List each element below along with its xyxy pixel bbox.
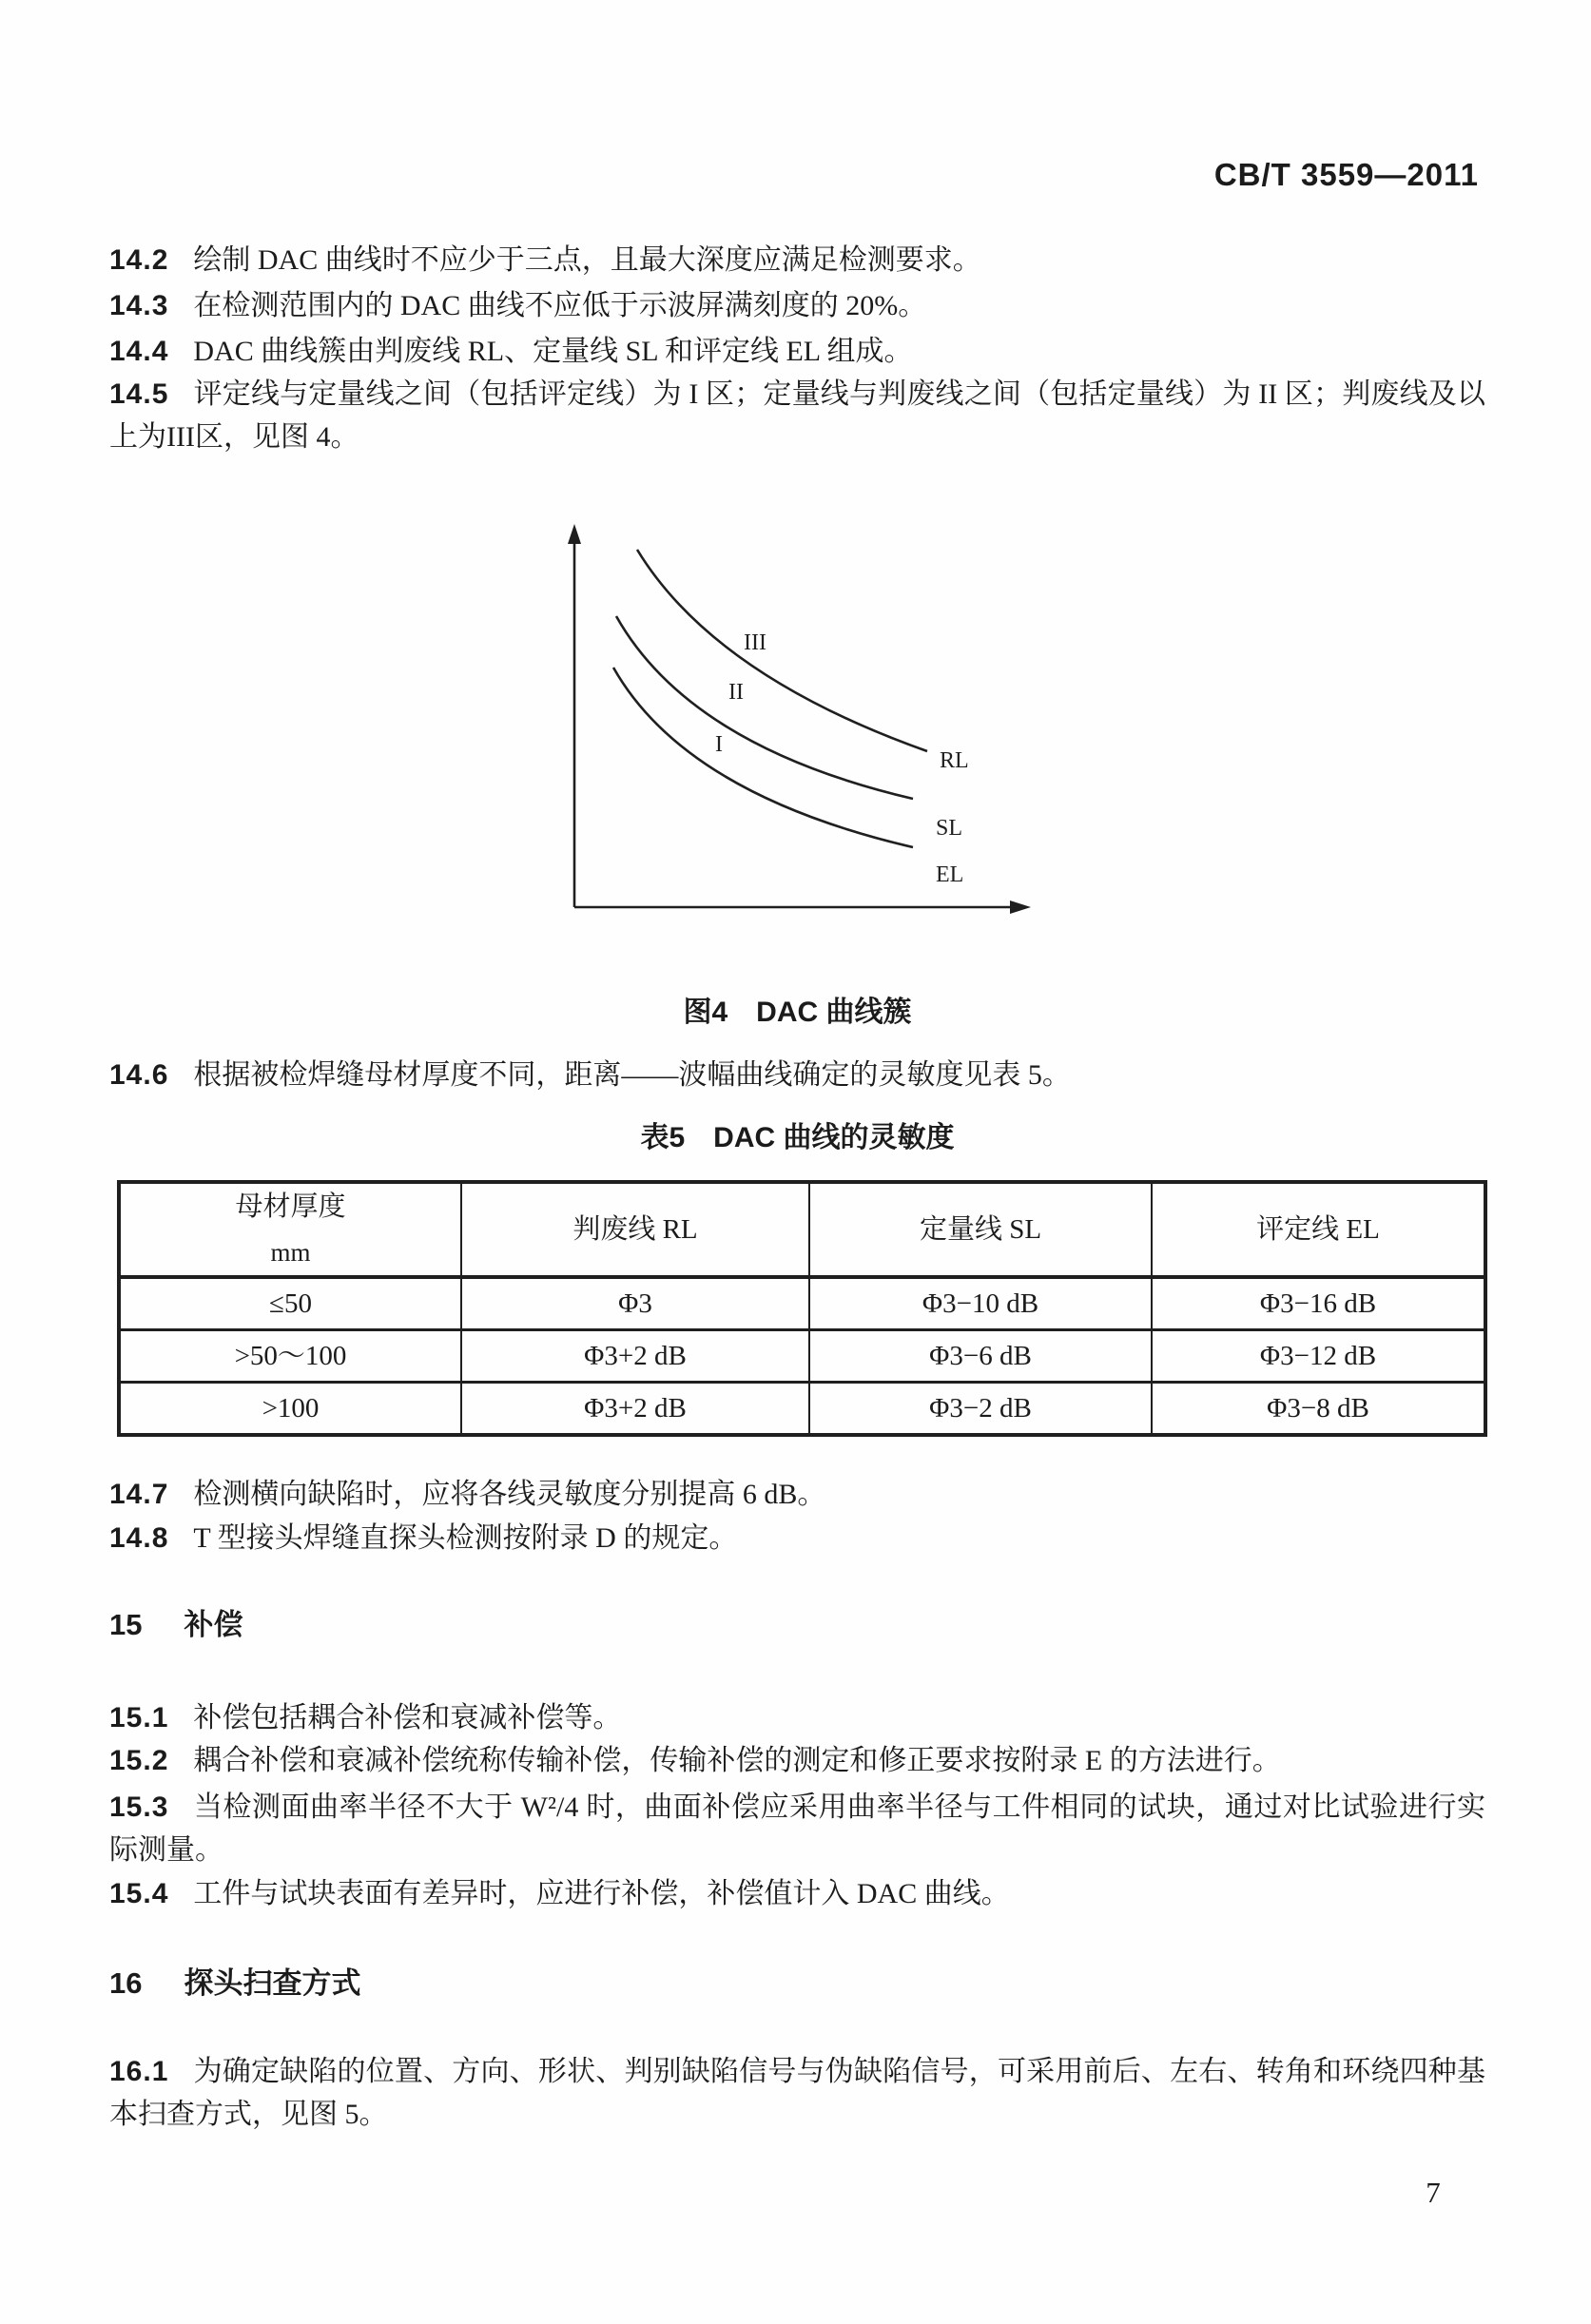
doc-number: CB/T 3559—2011	[1213, 157, 1479, 192]
table-row	[119, 1383, 1485, 1436]
cell-thickness: ≤50	[119, 1277, 461, 1330]
el-curve-label: EL	[936, 862, 964, 887]
cell-sl: Φ3−10 dB	[809, 1277, 1152, 1330]
cell-el: Φ3−16 dB	[1152, 1277, 1485, 1330]
cell-thickness: >100	[119, 1383, 461, 1436]
clause-text: DAC 曲线簇由判废线 RL、定量线 SL 和评定线 EL 组成。	[193, 336, 913, 367]
clause-text: 补偿包括耦合补偿和衰减补偿等。	[193, 1702, 622, 1733]
cell-sl: Φ3−6 dB	[809, 1330, 1152, 1383]
section-title: 补偿	[184, 1608, 243, 1641]
section-heading-15	[109, 1603, 1485, 1646]
cell-rl: Φ3	[461, 1277, 809, 1330]
clause-14-2	[109, 239, 1485, 281]
y-axis-arrow-icon	[568, 524, 581, 544]
cell-el: Φ3−12 dB	[1152, 1330, 1485, 1383]
cell-rl: Φ3+2 dB	[461, 1383, 809, 1436]
clause-16-1	[109, 2050, 1485, 2136]
page-number: 7	[1426, 2176, 1441, 2209]
clause-number: 15.1	[109, 1702, 169, 1733]
region-label-ii: II	[728, 680, 744, 705]
clause-text: 当检测面曲率半径不大于 W²/4 时，曲面补偿应采用曲率半径与工件相同的试块，通过对比试验进行实际测量。	[109, 1791, 1485, 1866]
clause-number: 14.7	[109, 1479, 169, 1510]
clause-text: 为确定缺陷的位置、方向、形状、判别缺陷信号与伪缺陷信号，可采用前后、左右、转角和环绕四种基本扫查方式，见图 5。	[109, 2056, 1485, 2130]
clause-14-5	[109, 373, 1485, 458]
clause-14-3	[109, 284, 1485, 327]
clause-14-7	[109, 1473, 1485, 1516]
clause-number: 15.3	[109, 1791, 169, 1823]
section-number: 15	[109, 1608, 143, 1641]
table-header-row	[119, 1182, 1485, 1277]
clause-text: 根据被检焊缝母材厚度不同，距离——波幅曲线确定的灵敏度见表 5。	[193, 1059, 1071, 1091]
table5	[117, 1180, 1487, 1437]
clause-number: 14.6	[109, 1059, 169, 1091]
region-label-iii: III	[744, 630, 766, 655]
section-title: 探头扫查方式	[184, 1966, 361, 2000]
cell-sl: Φ3−2 dB	[809, 1383, 1152, 1436]
dac-curves-figure	[533, 518, 1046, 927]
clause-text: 绘制 DAC 曲线时不应少于三点，且最大深度应满足检测要求。	[193, 244, 981, 276]
header-thickness-label: 母材厚度	[235, 1191, 346, 1222]
figure4-caption: 图4 DAC 曲线簇	[683, 997, 912, 1028]
clause-text: 工件与试块表面有差异时，应进行补偿，补偿值计入 DAC 曲线。	[193, 1878, 1010, 1909]
section-number: 16	[109, 1966, 143, 2000]
table5-title: 表5 DAC 曲线的灵敏度	[640, 1122, 955, 1153]
clause-number: 14.3	[109, 290, 169, 321]
cell-el: Φ3−8 dB	[1152, 1383, 1485, 1436]
header-cell-sl: 定量线 SL	[809, 1182, 1152, 1277]
cell-thickness: >50～100	[119, 1330, 461, 1383]
clause-number: 16.1	[109, 2056, 169, 2087]
clause-text: T 型接头焊缝直探头检测按附录 D 的规定。	[193, 1522, 738, 1554]
clause-number: 14.5	[109, 378, 169, 410]
clause-15-2	[109, 1739, 1485, 1782]
clause-number: 14.2	[109, 244, 169, 276]
rl-curve	[637, 550, 927, 751]
table-row	[119, 1277, 1485, 1330]
x-axis-arrow-icon	[1010, 901, 1031, 914]
region-label-i: I	[715, 732, 723, 757]
clause-number: 14.8	[109, 1522, 169, 1554]
header-cell-rl: 判废线 RL	[461, 1182, 809, 1277]
clause-15-4	[109, 1872, 1485, 1915]
clause-number: 15.2	[109, 1745, 169, 1776]
header-cell-el: 评定线 EL	[1152, 1182, 1485, 1277]
sl-curve-label: SL	[936, 816, 963, 841]
clause-text: 耦合补偿和衰减补偿统称传输补偿，传输补偿的测定和修正要求按附录 E 的方法进行。	[193, 1745, 1281, 1776]
clause-14-8	[109, 1517, 1485, 1559]
el-curve	[613, 668, 913, 847]
rl-curve-label: RL	[940, 748, 969, 773]
clause-text: 在检测范围内的 DAC 曲线不应低于示波屏满刻度的 20%。	[193, 290, 927, 321]
clause-14-6	[109, 1054, 1485, 1096]
clause-number: 14.4	[109, 336, 169, 367]
header-thickness-unit: mm	[270, 1238, 311, 1268]
clause-15-3	[109, 1786, 1485, 1871]
section-heading-16	[109, 1962, 1485, 2004]
table-row	[119, 1330, 1485, 1383]
clause-number: 15.4	[109, 1878, 169, 1909]
clause-text: 检测横向缺陷时，应将各线灵敏度分别提高 6 dB。	[193, 1479, 826, 1510]
clause-14-4	[109, 330, 1485, 373]
cell-rl: Φ3+2 dB	[461, 1330, 809, 1383]
clause-text: 评定线与定量线之间（包括评定线）为 I 区；定量线与判废线之间（包括定量线）为 II 区；判废线及以上为III区，见图 4。	[109, 378, 1485, 453]
header-cell-thickness	[119, 1182, 461, 1277]
clause-15-1	[109, 1696, 1485, 1739]
